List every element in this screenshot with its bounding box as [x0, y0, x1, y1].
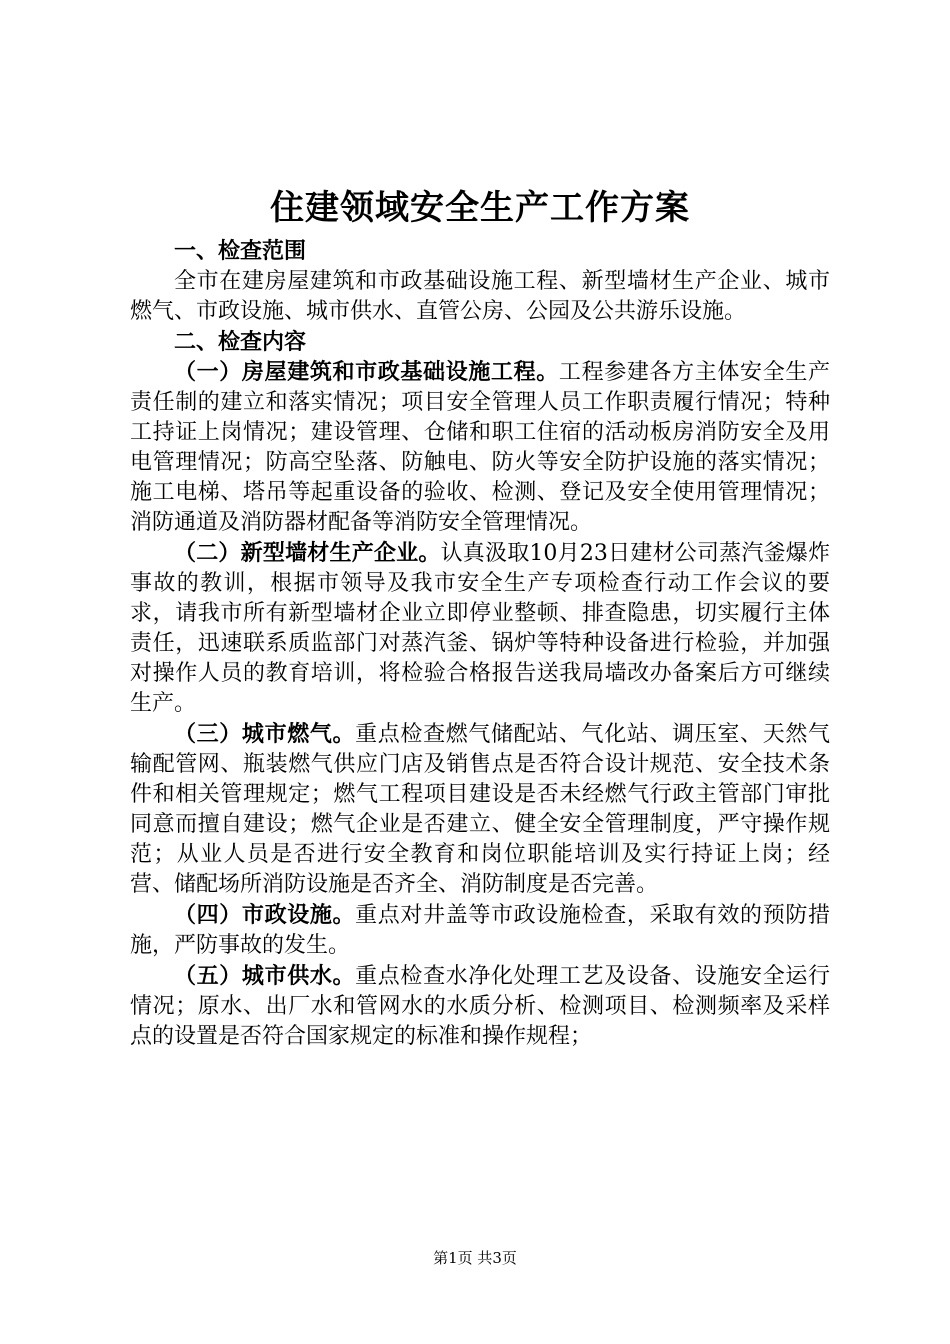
paragraph-construction [130, 357, 830, 538]
paragraph-municipal-facilities [130, 900, 830, 961]
paragraph-lead: （一）房屋建筑和市政基础设施工程。 [174, 359, 559, 385]
paragraph-lead: （二）新型墙材生产企业。 [174, 540, 441, 566]
document-body [130, 186, 830, 1052]
paragraph-scope [130, 266, 830, 327]
paragraph-water-supply [130, 961, 830, 1052]
page-title: 住建领域安全生产工作方案 [270, 188, 690, 228]
page-footer: 第1页 共3页 [433, 1249, 517, 1267]
paragraph-lead: （三）城市燃气。 [174, 721, 356, 747]
paragraph-text: 工程参建各方主体安全生产责任制的建立和落实情况；项目安全管理人员工作职责履行情况；特种工持证上岗情况；建设管理、仓储和职工住宿的活动板房消防安全及用电管理情况；防高空坠落、防触电、防火等安全防护设施的落实情况；施工电梯、塔吊等起重设备的验收、检测、登记及安全使用管理情况；消防通道及消防器材配备等消防安全管理情况。 [130, 360, 830, 535]
paragraph-city-gas [130, 719, 830, 900]
paragraph-text: 重点检查燃气储配站、气化站、调压室、天然气输配管网、瓶装燃气供应门店及销售点是否符合设计规范、安全技术条件和相关管理规定；燃气工程项目建设是否未经燃气行政主管部门审批同意而擅自建设；燃气企业是否建立、健全安全管理制度，严守操作规范；从业人员是否进行安全教育和岗位职能培训及实行持证上岗；经营、储配场所消防设施是否齐全、消防制度是否完善。 [130, 722, 830, 897]
paragraph-text: 重点对井盖等市政设施检查，采取有效的预防措施，严防事故的发生。 [130, 903, 830, 958]
section-heading-scope: 一、检查范围 [174, 238, 307, 264]
paragraph-wall-materials [130, 538, 830, 719]
paragraph-lead: （五）城市供水。 [174, 963, 356, 989]
paragraph-text: 认真汲取10月23日建材公司蒸汽釜爆炸事故的教训，根据市领导及我市安全生产专项检查行动工作会议的要求，请我市所有新型墙材企业立即停业整顿、排查隐患，切实履行主体责任，迅速联系质监部门对蒸汽釜、锅炉等特种设备进行检验，并加强对操作人员的教育培训，将检验合格报告送我局墙改办备案后方可继续生产。 [130, 541, 830, 716]
paragraph-text: 全市在建房屋建筑和市政基础设施工程、新型墙材生产企业、城市燃气、市政设施、城市供水、直管公房、公园及公共游乐设施。 [130, 269, 830, 324]
section-heading-content: 二、检查内容 [174, 329, 307, 355]
paragraph-text: 重点检查水净化处理工艺及设备、设施安全运行情况；原水、出厂水和管网水的水质分析、检测项目、检测频率及采样点的设置是否符合国家规定的标准和操作规程； [130, 964, 830, 1049]
paragraph-lead: （四）市政设施。 [174, 902, 356, 928]
